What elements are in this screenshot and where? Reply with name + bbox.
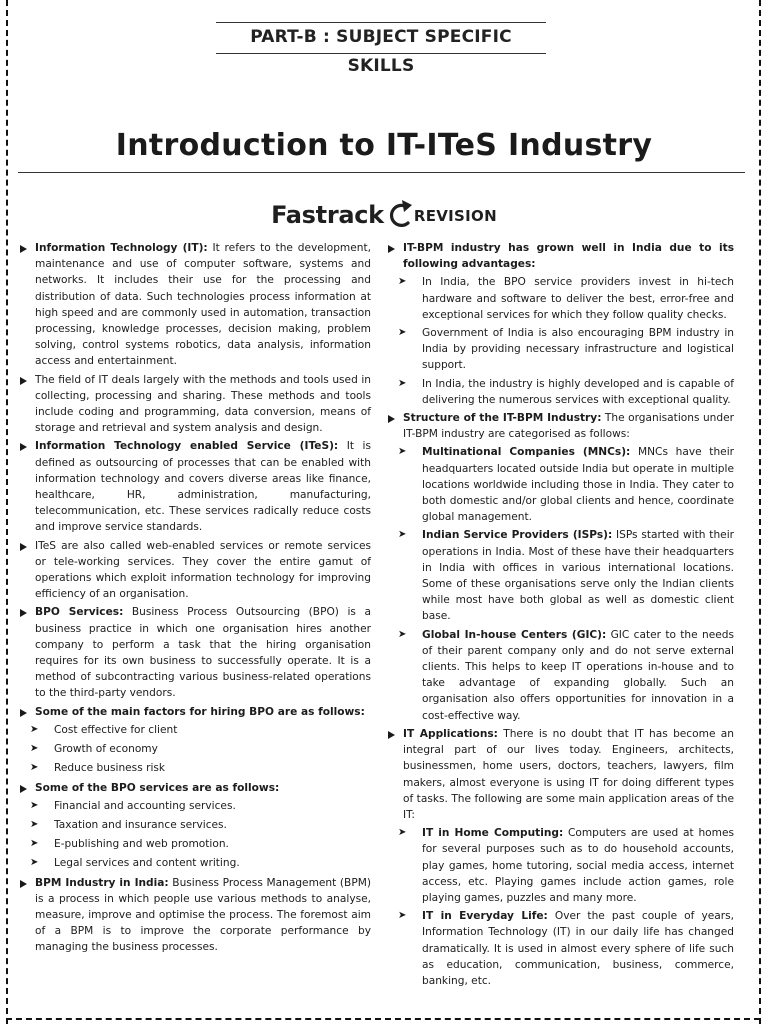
chevron-right-icon: ➤ (30, 762, 39, 774)
chevron-right-icon: ➤ (398, 827, 407, 839)
service-text: Taxation and insurance services. (54, 818, 227, 831)
definition-text: GIC cater to the needs of their parent company only and do not serve external clients. This helps to keep IT operations in-house and to take advantage of expanding globally. Such an organisation also offers opportunities for innovation in a cost-effective way. (422, 628, 734, 722)
list-item (18, 438, 371, 535)
sub-list-item (18, 722, 371, 738)
sub-list-item (18, 760, 371, 776)
term-mnc: Multinational Companies (MNCs): (422, 446, 631, 459)
factor-text: Cost effective for client (54, 723, 178, 736)
growth-heading: IT-BPM industry has grown well in India due to its following advantages: (403, 242, 734, 271)
list-item (18, 875, 371, 956)
term-everyday-life: IT in Everyday Life: (422, 910, 548, 923)
term-isp: Indian Service Providers (ISPs): (422, 529, 613, 542)
definition-text: ISPs started with their operations in India. Most of these have their headquarters in India with offices in various international locations. Some of these organisations serve only the Indian clients while most have both global as well as domestic client base. (422, 529, 734, 623)
sub-list-item (386, 376, 734, 408)
sub-list-item (386, 325, 734, 374)
list-item (18, 538, 371, 603)
definition-text: Over the past couple of years, Information Technology (IT) in our daily life has changed dramatically. It is used in almost every sphere of life such as education, communication, business, commerce, banking, etc. (422, 910, 734, 987)
list-item (386, 410, 734, 442)
definition-text: Business Process Management (BPM) is a process in which people use various methods to analyse, measure, improve and optimise the process. The foremost aim of a BPM is to improve the corporate performance by managing the business processes. (35, 876, 371, 954)
sub-list-item (18, 798, 371, 814)
bullet-triangle-icon (20, 880, 27, 888)
sub-list-item (18, 741, 371, 757)
chevron-right-icon: ➤ (30, 723, 39, 735)
chevron-right-icon: ➤ (398, 446, 407, 458)
chevron-right-icon: ➤ (30, 799, 39, 811)
list-item (18, 372, 371, 437)
definition-text: Computers are used at homes for several purposes such as to do household accounts, play games, home tutoring, social media access, internet access, etc. Playing games include action games, role playing games, puzzles and many more. (422, 827, 734, 904)
list-item (18, 780, 371, 796)
sub-list-item (18, 817, 371, 833)
list-item (18, 604, 371, 701)
term-it-applications: IT Applications: (403, 727, 498, 740)
bullet-triangle-icon (388, 245, 395, 253)
advantage-text: In India, the BPO service providers invest in hi-tech hardware and software to deliver the best, error-free and exceptional services for which they follow quality checks. (422, 276, 734, 321)
term-structure: Structure of the IT-BPM Industry: (403, 412, 602, 425)
services-heading: Some of the BPO services are as follows: (35, 781, 280, 794)
definition-text: The organisations under IT-BPM industry are categorised as follows: (403, 412, 734, 441)
term-bpm-industry: BPM Industry in India: (35, 876, 169, 889)
sub-list-item (386, 627, 734, 724)
list-item (386, 240, 734, 272)
bullet-triangle-icon (20, 377, 27, 385)
list-item (386, 726, 734, 823)
advantage-text: Government of India is also encouraging BPM industry in India by providing necessary infrastructure and logistical support. (422, 327, 734, 372)
term-home-computing: IT in Home Computing: (422, 827, 564, 840)
chevron-right-icon: ➤ (30, 857, 39, 869)
bullet-triangle-icon (20, 543, 27, 551)
service-text: E-publishing and web promotion. (54, 838, 229, 851)
sub-list-item (386, 908, 734, 989)
bullet-triangle-icon (20, 709, 27, 717)
list-item (18, 240, 371, 370)
bullet-triangle-icon (20, 443, 27, 451)
bullet-triangle-icon (20, 609, 27, 617)
chevron-right-icon: ➤ (30, 743, 39, 755)
chevron-right-icon: ➤ (398, 529, 407, 541)
page-title: Introduction to IT-ITeS Industry (115, 128, 653, 163)
bullet-triangle-icon (388, 731, 395, 739)
chevron-right-icon: ➤ (398, 377, 407, 389)
definition-text: It is defined as outsourcing of processes that can be enabled with information technology and covers diverse areas like finance, healthcare, HR, administration, manufacturing, telecommunication, etc. These services radically reduce costs and improve service standards. (35, 440, 371, 534)
term-gic: Global In-house Centers (GIC): (422, 628, 607, 641)
chevron-right-icon: ➤ (398, 910, 407, 922)
factor-text: Growth of economy (54, 743, 158, 756)
brand-fastrack-text: Fastrack (271, 201, 384, 229)
sub-list-item (386, 527, 734, 624)
chevron-right-icon: ➤ (398, 327, 407, 339)
term-bpo-services: BPO Services: (35, 606, 124, 619)
bullet-triangle-icon (20, 245, 27, 253)
fastrack-revision-logo (0, 196, 768, 230)
factors-heading: Some of the main factors for hiring BPO are as follows: (35, 705, 365, 718)
service-text: Legal services and content writing. (54, 857, 240, 870)
refresh-arrow-icon (387, 196, 413, 230)
chevron-right-icon: ➤ (398, 628, 407, 640)
left-column (18, 240, 371, 958)
factor-text: Reduce business risk (54, 762, 166, 775)
brand-revision-text: REVISION (413, 207, 497, 225)
sub-list-item (18, 855, 371, 871)
chevron-right-icon: ➤ (398, 276, 407, 288)
definition-text: MNCs have their headquarters located outside India but operate in multiple locations worldwide including those in India. They cater to both domestic and/or global clients and hence, coordinate global management. (422, 446, 734, 524)
service-text: Financial and accounting services. (54, 799, 236, 812)
sub-list-item (386, 825, 734, 906)
sub-list-item (386, 274, 734, 323)
bullet-triangle-icon (388, 415, 395, 423)
definition-text: Business Process Outsourcing (BPO) is a business practice in which one organisation hires another company to perform a task that the hiring organisation requires for its own business to successfully operate. It is a method of subcontracting various business-related operations to the third-party vendors. (35, 606, 371, 700)
bullet-triangle-icon (20, 785, 27, 793)
list-item (18, 704, 371, 720)
page-border-bottom (6, 1018, 760, 1020)
term-information-technology: Information Technology (IT): (35, 242, 208, 254)
sub-list-item (18, 836, 371, 852)
chevron-right-icon: ➤ (30, 818, 39, 830)
part-header: PART-B : SUBJECT SPECIFIC SKILLS (216, 22, 546, 54)
title-divider (18, 172, 745, 173)
definition-text: It refers to the development, maintenance and use of computer software, systems and networks. It includes their use for the processing and distribution of data. Such technologies process information at high speed and are commonly used in automation, transaction processing, knowledge processes, decision making, problem solving, control systems robotics, data analysis, information access and entertainment. (35, 242, 371, 368)
advantage-text: In India, the industry is highly developed and is capable of delivering the numerous services with exceptional quality. (422, 377, 734, 406)
paragraph-text: ITeS are also called web-enabled services or remote services or tele-working services. They cover the entire gamut of operations which exploit information technology for improving efficiency of an organisation. (35, 539, 371, 601)
sub-list-item (386, 444, 734, 525)
chevron-right-icon: ➤ (30, 838, 39, 850)
paragraph-text: The field of IT deals largely with the methods and tools used in collecting, processing and sharing. These methods and tools include coding and programming, data conversion, means of storage and retrieval and system analysis and design. (35, 373, 371, 435)
definition-text: There is no doubt that IT has become an integral part of our lives today. Engineers, architects, businessmen, home users, doctors, teachers, lawyers, film makers, almost everyone is using IT for doing different types of tasks. The following are some main application areas of the IT: (403, 727, 734, 821)
term-ites: Information Technology enabled Service (ITeS): (35, 440, 339, 453)
right-column (386, 240, 734, 991)
